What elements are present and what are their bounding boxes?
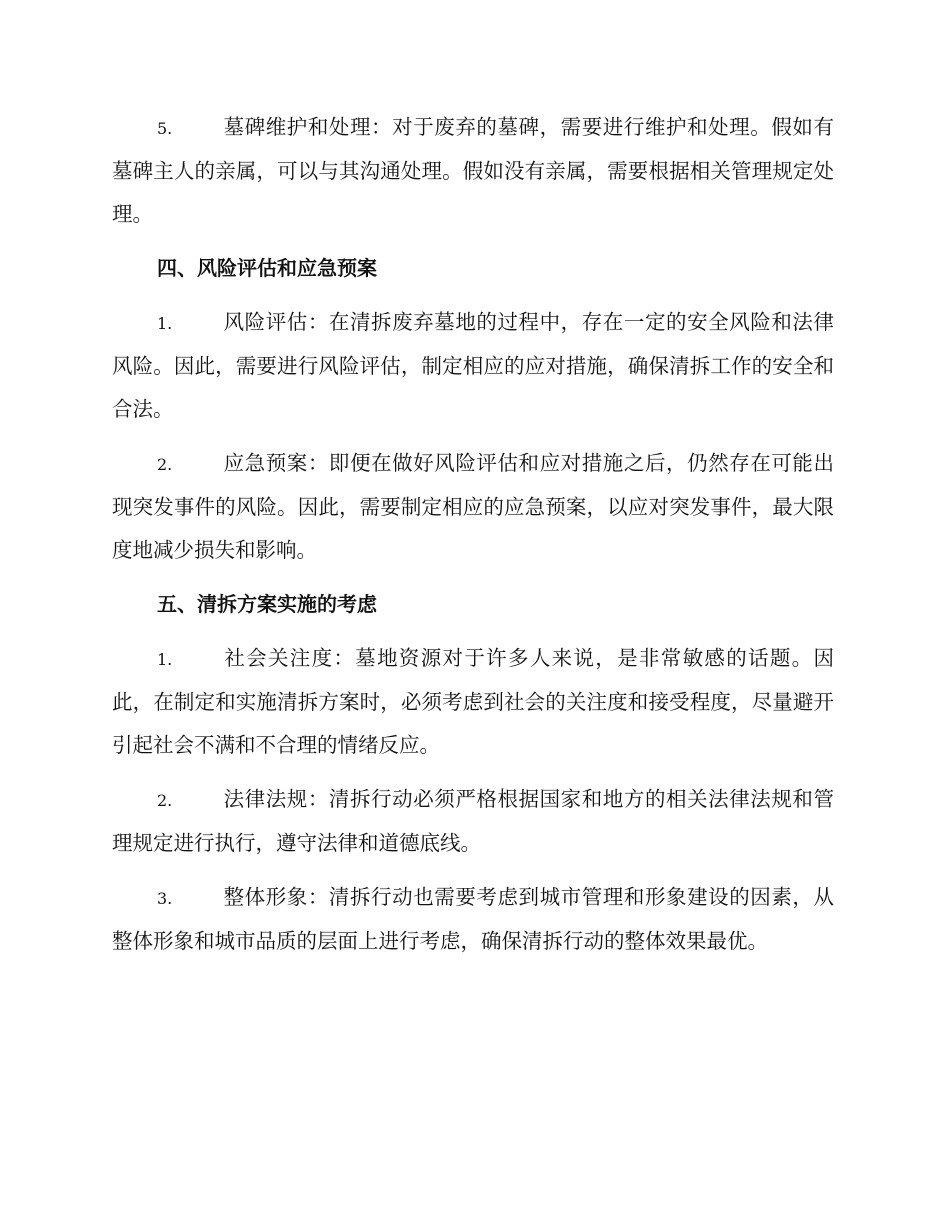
section-heading: 五、清拆方案实施的考虑 xyxy=(157,592,377,616)
section-heading: 四、风险评估和应急预案 xyxy=(157,256,377,280)
list-number: 2. xyxy=(157,791,173,810)
list-item xyxy=(112,637,834,767)
list-number: 2. xyxy=(157,455,173,474)
paragraph-text: 社会关注度：墓地资源对于许多人来说，是非常敏感的话题。因此，在制定和实施清拆方案时，必须考虑到社会的关注度和接受程度，尽量避开引起社会不满和不合理的情绪反应。 xyxy=(112,646,834,757)
paragraph-text: 墓碑维护和处理：对于废弃的墓碑，需要进行维护和处理。假如有墓碑主人的亲属，可以与其沟通处理。假如没有亲属，需要根据相关管理规定处理。 xyxy=(112,115,834,226)
paragraph-text: 法律法规：清拆行动必须严格根据国家和地方的相关法律法规和管理规定进行执行，遵守法律和道德底线。 xyxy=(112,787,834,855)
list-item xyxy=(112,106,834,236)
list-number: 1. xyxy=(157,314,173,333)
list-item xyxy=(112,301,834,431)
list-item xyxy=(112,442,834,572)
list-number: 3. xyxy=(157,889,173,908)
list-item xyxy=(112,778,834,865)
paragraph-text: 应急预案：即便在做好风险评估和应对措施之后，仍然存在可能出现突发事件的风险。因此，需要制定相应的应急预案，以应对突发事件，最大限度地减少损失和影响。 xyxy=(112,451,834,562)
list-number: 5. xyxy=(157,119,173,138)
paragraph-text: 风险评估：在清拆废弃墓地的过程中，存在一定的安全风险和法律风险。因此，需要进行风险评估，制定相应的应对措施，确保清拆工作的安全和合法。 xyxy=(112,310,834,421)
list-item xyxy=(112,876,834,963)
document-page xyxy=(112,106,834,974)
paragraph-text: 整体形象：清拆行动也需要考虑到城市管理和形象建设的因素，从整体形象和城市品质的层面上进行考虑，确保清拆行动的整体效果最优。 xyxy=(112,885,834,953)
list-number: 1. xyxy=(157,650,173,669)
